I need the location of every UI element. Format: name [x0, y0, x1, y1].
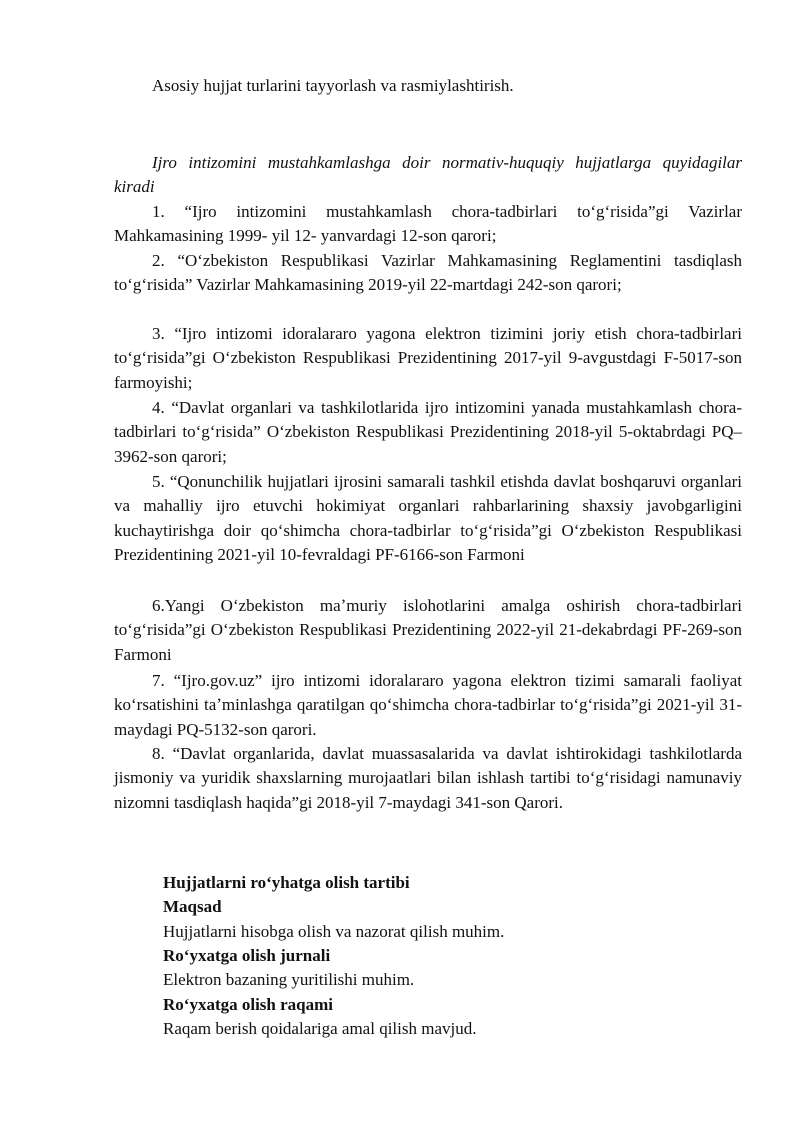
number-text: Raqam berish qoidalariga amal qilish mavjud.	[163, 1019, 477, 1038]
list-item-6: 6.Yangi Oʻzbekiston maʼmuriy islohotlarini amalga oshirish chora-tadbirlari toʻgʻrisida”gi Oʻzbekiston Respublikasi Prezidentining 2022-yil 21-dekabrdagi PF-269-son Farmoni	[114, 596, 742, 664]
list-item-8: 8. “Davlat organlarida, davlat muassasalarida va davlat ishtirokidagi tashkilotlarda jismoniy va yuridik shaxslarning murojaatlari bilan ishlash tartibi toʻgʻrisidagi namunaviy nizomni tasdiqlash haqida”gi 2018-yil 7-maydagi 341-son Qarori.	[114, 744, 742, 812]
intro-paragraph: Ijro intizomini mustahkamlashga doir normativ-huquqiy hujjatlarga quyidagilar kiradi	[114, 153, 742, 197]
goal-label: Maqsad	[163, 897, 222, 916]
goal-text: Hujjatlarni hisobga olish va nazorat qilish muhim.	[163, 922, 505, 941]
document-title: Asosiy hujjat turlarini tayyorlash va rasmiylashtirish.	[152, 76, 514, 95]
registration-heading: Hujjatlarni roʻyhatga olish tartibi	[163, 873, 410, 892]
list-item-4: 4. “Davlat organlari va tashkilotlarida ijro intizomini yanada mustahkamlash chora-tadbirlari toʻgʻrisida” Oʻzbekiston Respublikasi Prezidentining 2018-yil 5-oktabrdagi PQ–3962-son qarori;	[114, 398, 742, 466]
journal-text: Elektron bazaning yuritilishi muhim.	[163, 970, 415, 989]
number-label: Roʻyxatga olish raqami	[163, 995, 333, 1014]
list-item-1: 1. “Ijro intizomini mustahkamlash chora-tadbirlari toʻgʻrisida”gi Vazirlar Mahkamasining 1999- yil 12- yanvardagi 12-son qarori;	[114, 202, 742, 246]
list-item-3: 3. “Ijro intizomi idoralararo yagona elektron tizimini joriy etish chora-tadbirlari toʻgʻrisida”gi Oʻzbekiston Respublikasi Prezidentining 2017-yil 9-avgustdagi F-5017-son farmoyishi;	[114, 324, 742, 392]
list-item-5: 5. “Qonunchilik hujjatlari ijrosini samarali tashkil etishda davlat boshqaruvi organlari va mahalliy ijro etuvchi hokimiyat organlari rahbarlarining shaxsiy javobgarligini kuchaytirishga doir qoʻshimcha chora-tadbirlar toʻgʻrisida”gi Oʻzbekiston Respublikasi Prezidentining 2021-yil 10-fevraldagi PF-6166-son Farmoni	[114, 472, 742, 565]
list-item-2: 2. “Oʻzbekiston Respublikasi Vazirlar Mahkamasining Reglamentini tasdiqlash toʻgʻrisida” Vazirlar Mahkamasining 2019-yil 22-martdagi 242-son qarori;	[114, 251, 742, 295]
list-item-7: 7. “Ijro.gov.uz” ijro intizomi idoralararo yagona elektron tizimi samarali faoliyat koʻrsatishini taʼminlashga qaratilgan qoʻshimcha chora-tadbirlar toʻgʻrisida”gi 2021-yil 31-maydagi PQ-5132-son qarori.	[114, 671, 742, 739]
journal-label: Roʻyxatga olish jurnali	[163, 946, 331, 965]
